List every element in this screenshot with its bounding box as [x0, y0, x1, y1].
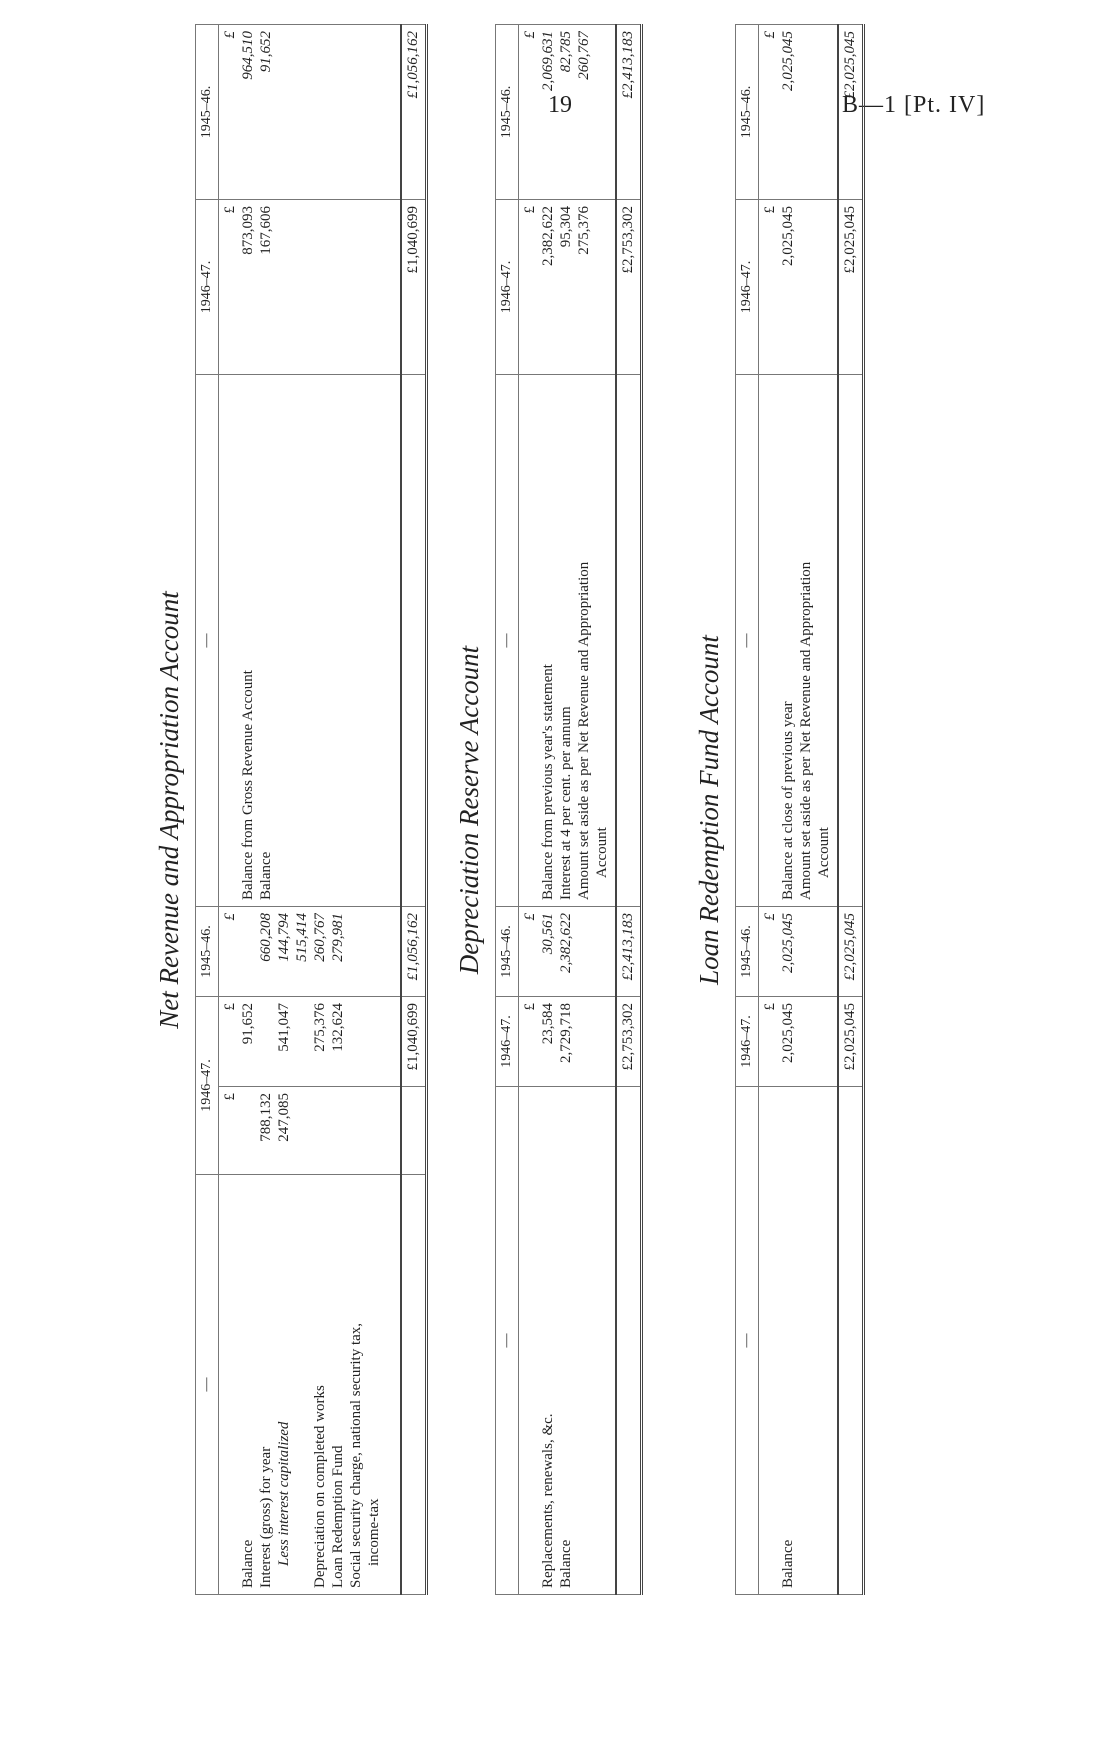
currency-symbol: £ [762, 913, 778, 921]
left-1946-47 [759, 997, 839, 1087]
right-item: Interest at 4 per cent. per annum [558, 706, 574, 900]
amount: 275,376 [576, 206, 592, 255]
total: £2,413,183 [616, 25, 642, 200]
amount: 2,025,045 [780, 913, 796, 973]
col-header-1945-46: 1945–46. [736, 25, 759, 200]
currency-symbol: £ [222, 31, 238, 39]
amount: 2,382,622 [558, 913, 574, 973]
total: £1,056,162 [401, 25, 427, 200]
left-item: Less interest capitalized [276, 1421, 292, 1566]
amount: 167,606 [258, 206, 274, 255]
amount: 144,794 [276, 913, 292, 962]
page-number: 19 [548, 92, 572, 118]
amount: 2,382,622 [540, 206, 556, 266]
right-1945-46 [219, 25, 401, 200]
col-header-blank: — [496, 375, 519, 907]
accounts-sheet [150, 25, 1050, 1595]
total: £2,753,302 [616, 997, 642, 1087]
col-header-blank: — [736, 375, 759, 907]
currency-symbol: £ [222, 1093, 238, 1101]
amount: 2,025,045 [780, 31, 796, 91]
left-item: income-tax [366, 1498, 382, 1566]
total: £2,753,302 [616, 200, 642, 375]
right-1945-46 [519, 25, 617, 200]
left-1945-46 [759, 907, 839, 997]
left-item: Balance [780, 1539, 796, 1588]
col-header-blank: — [196, 1175, 219, 1595]
left-items [759, 1087, 839, 1595]
left-item: Replacements, renewals, &c. [540, 1413, 556, 1588]
col-header-1946-47: 1946–47. [736, 997, 759, 1087]
amount: 515,414 [294, 913, 310, 962]
document-reference: B—1 [Pt. IV] [842, 92, 986, 118]
col-header-1945-46: 1945–46. [496, 907, 519, 997]
col-header-1945-46: 1945–46. [496, 25, 519, 200]
amount: 30,561 [540, 913, 556, 955]
total: £1,040,699 [401, 200, 427, 375]
amount: 260,767 [312, 913, 328, 962]
left-1946-47 [519, 997, 617, 1087]
left-item: Depreciation on completed works [312, 1385, 328, 1588]
amount: 2,025,045 [780, 1003, 796, 1063]
total: £2,025,045 [838, 907, 864, 997]
currency-symbol: £ [522, 1003, 538, 1011]
amount: 660,208 [258, 913, 274, 962]
col-header-1946-47: 1946–47. [736, 200, 759, 375]
amount: 279,981 [330, 913, 346, 962]
amount: 275,376 [312, 1003, 328, 1052]
currency-symbol: £ [762, 206, 778, 214]
right-item: Balance [258, 851, 274, 900]
left-item: Balance [558, 1539, 574, 1588]
right-1945-46 [759, 25, 839, 200]
loan-redemption-table [735, 24, 865, 1595]
total: £2,025,045 [838, 200, 864, 375]
col-header-1946-47: 1946–47. [496, 200, 519, 375]
left-items [519, 1087, 617, 1595]
col-header-1945-46: 1945–46. [196, 907, 219, 997]
col-header-1945-46: 1945–46. [736, 907, 759, 997]
net-revenue-table [195, 24, 428, 1595]
currency-symbol: £ [222, 1003, 238, 1011]
left-1945-46 [219, 907, 401, 997]
col-header-1946-47: 1946–47. [196, 997, 219, 1175]
currency-symbol: £ [522, 206, 538, 214]
amount: 91,652 [258, 31, 274, 73]
right-item: Balance from Gross Revenue Account [240, 670, 256, 900]
currency-symbol: £ [222, 913, 238, 921]
col-header-blank: — [736, 1087, 759, 1595]
amount: 964,510 [240, 31, 256, 80]
col-header-1946-47: 1946–47. [196, 200, 219, 375]
depreciation-table [495, 24, 643, 1595]
amount: 91,652 [240, 1003, 256, 1045]
total: £1,056,162 [401, 907, 427, 997]
depreciation-title: Depreciation Reserve Account [454, 645, 484, 975]
amount: 23,584 [540, 1003, 556, 1045]
amount: 541,047 [276, 1003, 292, 1052]
currency-symbol: £ [522, 913, 538, 921]
right-1946-47 [219, 200, 401, 375]
currency-symbol: £ [522, 31, 538, 39]
left-1946-47 [219, 997, 401, 1087]
right-item: Account [594, 827, 610, 878]
right-item: Amount set aside as per Net Revenue and Appropriation [798, 561, 814, 900]
currency-symbol: £ [762, 31, 778, 39]
net-revenue-title: Net Revenue and Appropriation Account [154, 591, 184, 1029]
amount: 132,624 [330, 1003, 346, 1052]
amount: 2,025,045 [780, 206, 796, 266]
col-header-1946-47: 1946–47. [496, 997, 519, 1087]
right-item: Amount set aside as per Net Revenue and Appropriation [576, 561, 592, 900]
right-item: Balance from previous year's statement [540, 664, 556, 900]
amount: 788,132 [258, 1093, 274, 1142]
amount: 873,093 [240, 206, 256, 255]
amount: 247,085 [276, 1093, 292, 1142]
left-item: Loan Redemption Fund [330, 1445, 346, 1588]
right-items [759, 375, 839, 907]
total: £1,040,699 [401, 997, 427, 1087]
amount: 95,304 [558, 206, 574, 248]
left-items [219, 1175, 401, 1595]
right-1946-47 [759, 200, 839, 375]
col-header-1945-46: 1945–46. [196, 25, 219, 200]
left-item: Balance [240, 1539, 256, 1588]
col-header-blank: — [496, 1087, 519, 1595]
amount: 2,729,718 [558, 1003, 574, 1063]
col-header-blank: — [196, 375, 219, 907]
total: £2,025,045 [838, 25, 864, 200]
amount: 2,069,631 [540, 31, 556, 91]
currency-symbol: £ [222, 206, 238, 214]
sub-column [219, 1087, 401, 1175]
amount: 260,767 [576, 31, 592, 80]
right-items [219, 375, 401, 907]
right-item: Balance at close of previous year [780, 701, 796, 900]
right-1946-47 [519, 200, 617, 375]
amount: 82,785 [558, 31, 574, 73]
total: £2,413,183 [616, 907, 642, 997]
left-item: Interest (gross) for year [258, 1446, 274, 1588]
left-item: Social security charge, national security tax, [348, 1322, 364, 1588]
total: £2,025,045 [838, 997, 864, 1087]
loan-redemption-title: Loan Redemption Fund Account [694, 635, 724, 985]
right-item: Account [816, 827, 832, 878]
right-items [519, 375, 617, 907]
left-1945-46 [519, 907, 617, 997]
currency-symbol: £ [762, 1003, 778, 1011]
